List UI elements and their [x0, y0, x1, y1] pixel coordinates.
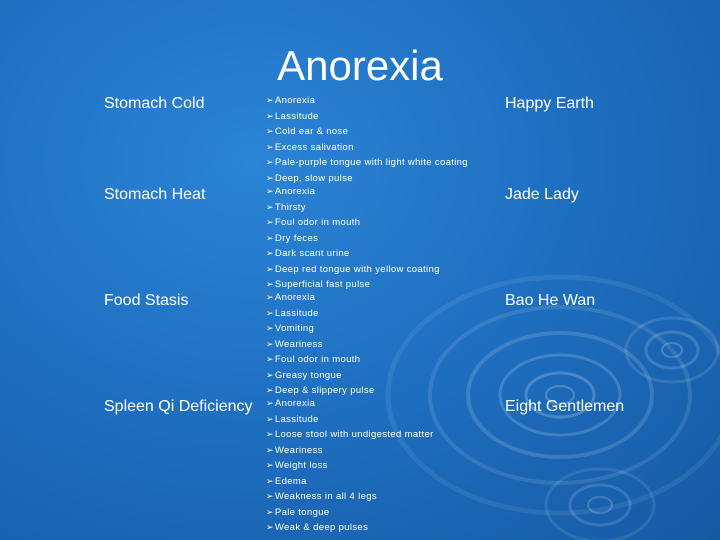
arrow-bullet-icon: ➢: [266, 429, 274, 439]
symptom-item: ➢Lassitude: [266, 307, 319, 319]
symptom-item: ➢Anorexia: [266, 95, 316, 106]
symptom-item: ➢Cold ear & nose: [266, 126, 349, 137]
arrow-bullet-icon: ➢: [266, 413, 274, 424]
symptom-item: ➢Dark scant urine: [266, 248, 350, 259]
symptom-item: ➢Greasy tongue: [266, 369, 342, 381]
symptom-list-spleen-qi-deficiency: [266, 396, 434, 536]
formula-happy-earth: Happy Earth: [505, 95, 594, 112]
arrow-bullet-icon: ➢: [266, 491, 274, 501]
arrow-bullet-icon: ➢: [266, 201, 274, 212]
symptom-item: ➢Foul odor in mouth: [266, 354, 361, 365]
symptom-item: ➢Thirsty: [266, 201, 306, 213]
symptom-item: ➢Pale-purple tongue with light white coating: [266, 157, 468, 168]
symptom-list-food-stasis: [266, 290, 375, 399]
formula-jade-lady: Jade Lady: [505, 186, 579, 203]
arrow-bullet-icon: ➢: [266, 354, 274, 364]
arrow-bullet-icon: ➢: [266, 157, 274, 167]
arrow-bullet-icon: ➢: [266, 338, 274, 349]
arrow-bullet-icon: ➢: [266, 279, 274, 289]
condition-stomach-heat: Stomach Heat: [104, 186, 206, 203]
arrow-bullet-icon: ➢: [266, 506, 274, 517]
symptom-item: ➢Weight loss: [266, 460, 328, 471]
symptom-item: ➢Foul odor in mouth: [266, 217, 361, 228]
arrow-bullet-icon: ➢: [266, 172, 274, 183]
symptom-item: ➢Edema: [266, 475, 307, 487]
arrow-bullet-icon: ➢: [266, 232, 274, 243]
symptom-item: ➢Anorexia: [266, 292, 316, 303]
condition-food-stasis: Food Stasis: [104, 292, 189, 309]
symptom-item: ➢Weariness: [266, 444, 323, 456]
symptom-list-stomach-cold: [266, 93, 468, 186]
arrow-bullet-icon: ➢: [266, 323, 274, 333]
symptom-item: ➢Superficial fast pulse: [266, 279, 371, 290]
symptom-item: ➢Lassitude: [266, 110, 319, 122]
arrow-bullet-icon: ➢: [266, 263, 274, 274]
symptom-item: ➢Weariness: [266, 338, 323, 350]
arrow-bullet-icon: ➢: [266, 95, 274, 105]
symptom-item: ➢Dry feces: [266, 232, 319, 244]
formula-eight-gentlemen: Eight Gentlemen: [505, 398, 625, 415]
symptom-item: ➢Pale tongue: [266, 506, 330, 518]
arrow-bullet-icon: ➢: [266, 460, 274, 470]
arrow-bullet-icon: ➢: [266, 398, 274, 408]
symptom-item: ➢Weakness in all 4 legs: [266, 491, 377, 502]
arrow-bullet-icon: ➢: [266, 292, 274, 302]
arrow-bullet-icon: ➢: [266, 444, 274, 455]
symptom-item: ➢Deep, slow pulse: [266, 172, 353, 184]
formula-bao-he-wan: Bao He Wan: [505, 292, 596, 309]
symptom-list-stomach-heat: [266, 184, 440, 293]
arrow-bullet-icon: ➢: [266, 217, 274, 227]
condition-spleen-qi-deficiency: Spleen Qi Deficiency: [104, 398, 253, 415]
arrow-bullet-icon: ➢: [266, 248, 274, 258]
symptom-item: ➢Loose stool with undigested matter: [266, 429, 434, 440]
symptom-item: ➢Weak & deep pulses: [266, 522, 369, 533]
arrow-bullet-icon: ➢: [266, 186, 274, 196]
symptom-item: ➢Excess salivation: [266, 141, 354, 153]
symptom-item: ➢Deep & slippery pulse: [266, 385, 375, 396]
arrow-bullet-icon: ➢: [266, 126, 274, 136]
arrow-bullet-icon: ➢: [266, 385, 274, 395]
symptom-item: ➢Vomiting: [266, 323, 315, 334]
arrow-bullet-icon: ➢: [266, 110, 274, 121]
symptom-item: ➢Anorexia: [266, 398, 316, 409]
symptom-item: ➢Anorexia: [266, 186, 316, 197]
symptom-item: ➢Deep red tongue with yellow coating: [266, 263, 440, 275]
slide-title: Anorexia: [277, 42, 443, 89]
arrow-bullet-icon: ➢: [266, 369, 274, 380]
arrow-bullet-icon: ➢: [266, 522, 274, 532]
symptom-item: ➢Lassitude: [266, 413, 319, 425]
condition-stomach-cold: Stomach Cold: [104, 95, 205, 112]
arrow-bullet-icon: ➢: [266, 307, 274, 318]
arrow-bullet-icon: ➢: [266, 141, 274, 152]
arrow-bullet-icon: ➢: [266, 475, 274, 486]
